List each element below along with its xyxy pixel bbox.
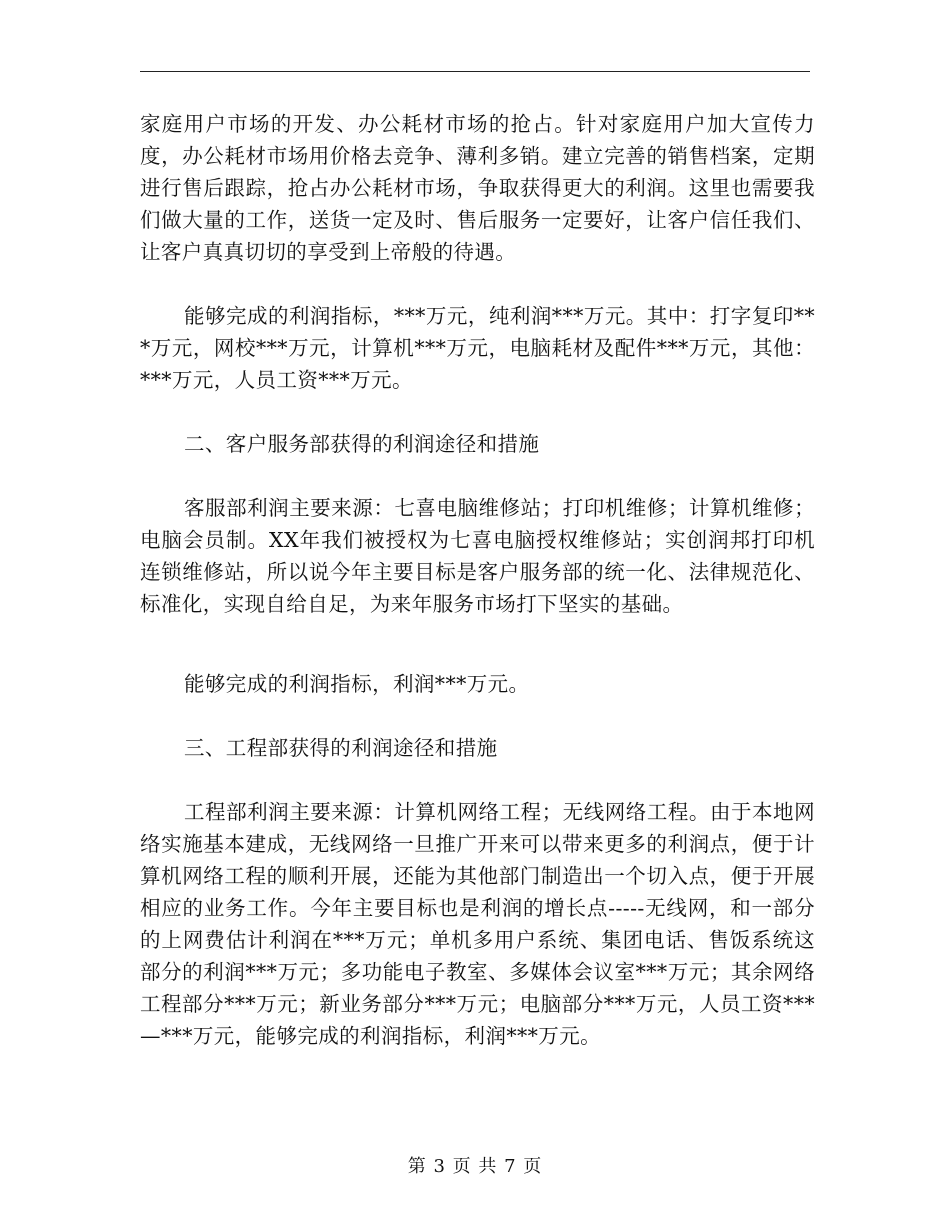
page-number-footer: 第 3 页 共 7 页 bbox=[407, 1156, 543, 1177]
section-heading-customer-service: 二、客户服务部获得的利润途径和措施 bbox=[184, 432, 540, 456]
section-heading-engineering: 三、工程部获得的利润途径和措施 bbox=[184, 736, 498, 760]
paragraph-customer-service-sources: 客服部利润主要来源：七喜电脑维修站；打印机维修；计算机维修；电脑会员制。XX年我们被授权为七喜电脑授权维修站；实创润邦打印机连锁维修站，所以说今年主要目标是客户服务部的统一化、法律规范化、标准化，实现自给自足，为来年服务市场打下坚实的基础。 bbox=[140, 496, 815, 616]
paragraph-engineering-sources: 工程部利润主要来源：计算机网络工程；无线网络工程。由于本地网络实施基本建成，无线网络一旦推广开来可以带来更多的利润点，便于计算机网络工程的顺利开展，还能为其他部门制造出一个切入点，便于开展相应的业务工作。今年主要目标也是利润的增长点-----无线网，和一部分的上网费估计利润在***万元；单机多用户系统、集团电话、售饭系统这部分的利润***万元；多功能电子教室、多媒体会议室***万元；其余网络工程部分***万元；新业务部分***万元；电脑部分***万元，人员工资***—***万元，能够完成的利润指标，利润***万元。 bbox=[140, 800, 815, 1048]
paragraph-home-market: 家庭用户市场的开发、办公耗材市场的抢占。针对家庭用户加大宣传力度，办公耗材市场用价格去竞争、薄利多销。建立完善的销售档案，定期进行售后跟踪，抢占办公耗材市场，争取获得更大的利润。这里也需要我们做大量的工作，送货一定及时、售后服务一定要好，让客户信任我们、让客户真真切切的享受到上帝般的待遇。 bbox=[140, 112, 815, 264]
paragraph-profit-target-1: 能够完成的利润指标，***万元，纯利润***万元。其中：打字复印***万元，网校***万元，计算机***万元，电脑耗材及配件***万元，其他：***万元，人员工资***万元。 bbox=[140, 304, 815, 392]
paragraph-profit-target-2: 能够完成的利润指标，利润***万元。 bbox=[184, 672, 530, 696]
header-rule bbox=[140, 71, 810, 72]
document-body bbox=[140, 108, 815, 1052]
